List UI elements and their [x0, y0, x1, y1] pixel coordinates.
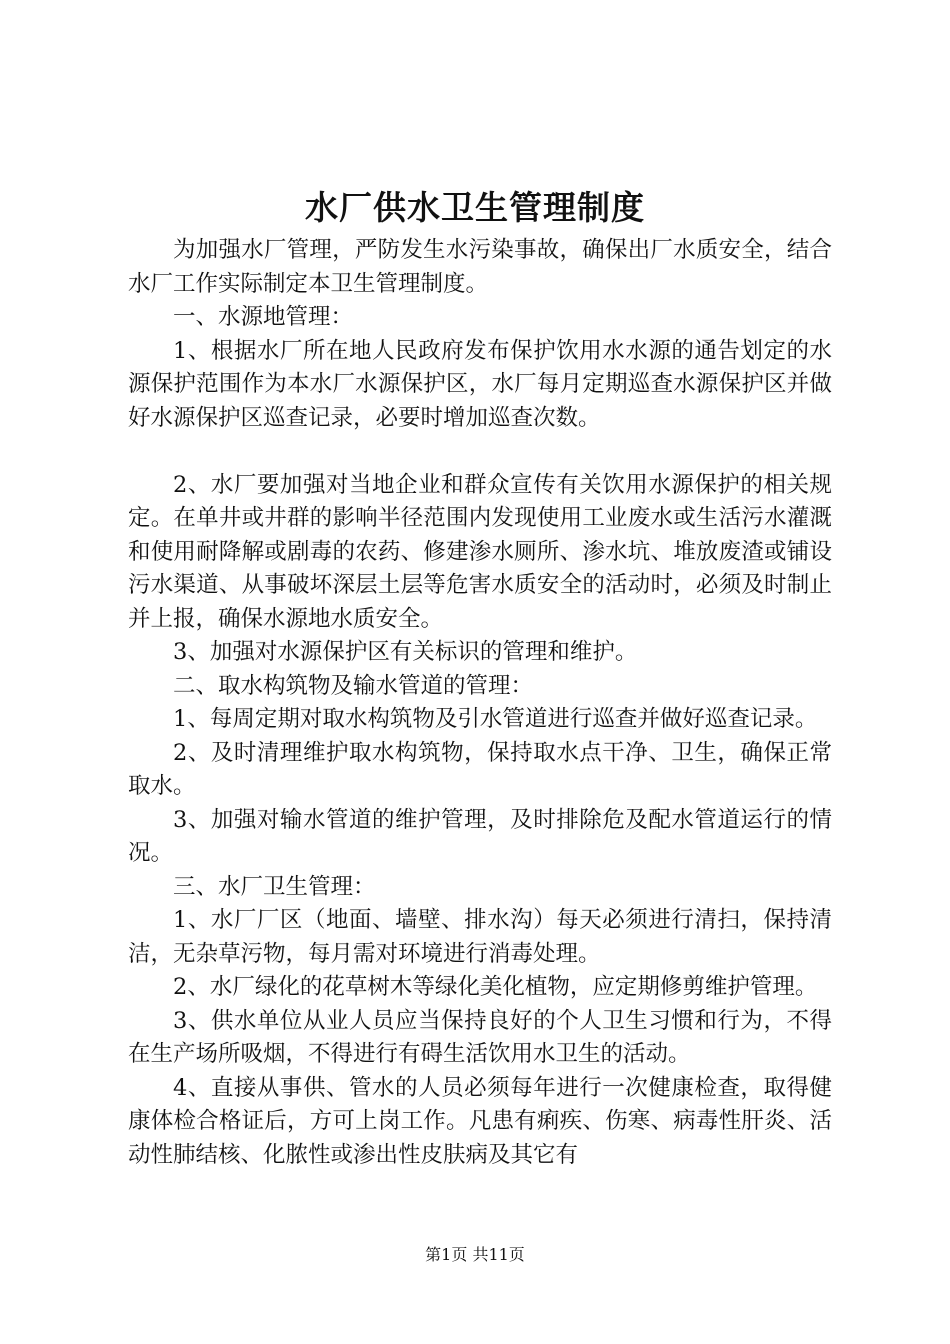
paragraph-water-source-item-3: 3、加强对水源保护区有关标识的管理和维护。: [173, 639, 638, 665]
paragraph-intake-item-2: 2、及时清理维护取水构筑物，保持取水点干净、卫生，确保正常取水。: [128, 739, 832, 799]
paragraph-water-source-item-1: 1、根据水厂所在地人民政府发布保护饮用水水源的通告划定的水源保护范围作为本水厂水源保护区，水厂每月定期巡查水源保护区并做好水源保护区巡查记录，必要时增加巡查次数。: [128, 337, 832, 431]
paragraph-spacer: [128, 435, 832, 469]
page-number-footer: 第1页 共11页: [425, 1245, 525, 1264]
paragraph-hygiene-item-3: 3、供水单位从业人员应当保持良好的个人卫生习惯和行为，不得在生产场所吸烟，不得进行有碍生活饮用水卫生的活动。: [128, 1007, 832, 1067]
paragraph-hygiene-item-2: 2、水厂绿化的花草树木等绿化美化植物，应定期修剪维护管理。: [173, 974, 818, 1000]
document-title: 水厂供水卫生管理制度: [305, 188, 645, 227]
section-heading-water-source: 一、水源地管理：: [173, 304, 354, 330]
paragraph-water-source-item-2: 2、水厂要加强对当地企业和群众宣传有关饮用水源保护的相关规定。在单井或井群的影响半径范围内发现使用工业废水或生活污水灌溉和使用耐降解或剧毒的农药、修建渗水厕所、渗水坑、堆放废渣或铺设污水渠道、从事破坏深层土层等危害水质安全的活动时，必须及时制止并上报，确保水源地水质安全。: [128, 471, 832, 632]
paragraph-hygiene-item-1: 1、水厂厂区（地面、墙壁、排水沟）每天必须进行清扫，保持清洁，无杂草污物，每月需对环境进行消毒处理。: [128, 907, 832, 967]
paragraph-intake-item-3: 3、加强对输水管道的维护管理，及时排除危及配水管道运行的情况。: [128, 806, 832, 866]
section-heading-plant-hygiene: 三、水厂卫生管理：: [173, 873, 376, 900]
document-body: [128, 234, 832, 1172]
paragraph-hygiene-item-4: 4、直接从事供、管水的人员必须每年进行一次健康检查，取得健康体检合格证后，方可上岗工作。凡患有痢疾、伤寒、病毒性肝炎、活动性肺结核、化脓性或渗出性皮肤病及其它有: [128, 1074, 832, 1168]
paragraph-intake-item-1: 1、每周定期对取水构筑物及引水管道进行巡查并做好巡查记录。: [173, 706, 818, 732]
intro-paragraph: 为加强水厂管理，严防发生水污染事故，确保出厂水质安全，结合水厂工作实际制定本卫生管理制度。: [128, 237, 832, 297]
section-heading-intake-pipeline: 二、取水构筑物及输水管道的管理：: [173, 672, 534, 699]
